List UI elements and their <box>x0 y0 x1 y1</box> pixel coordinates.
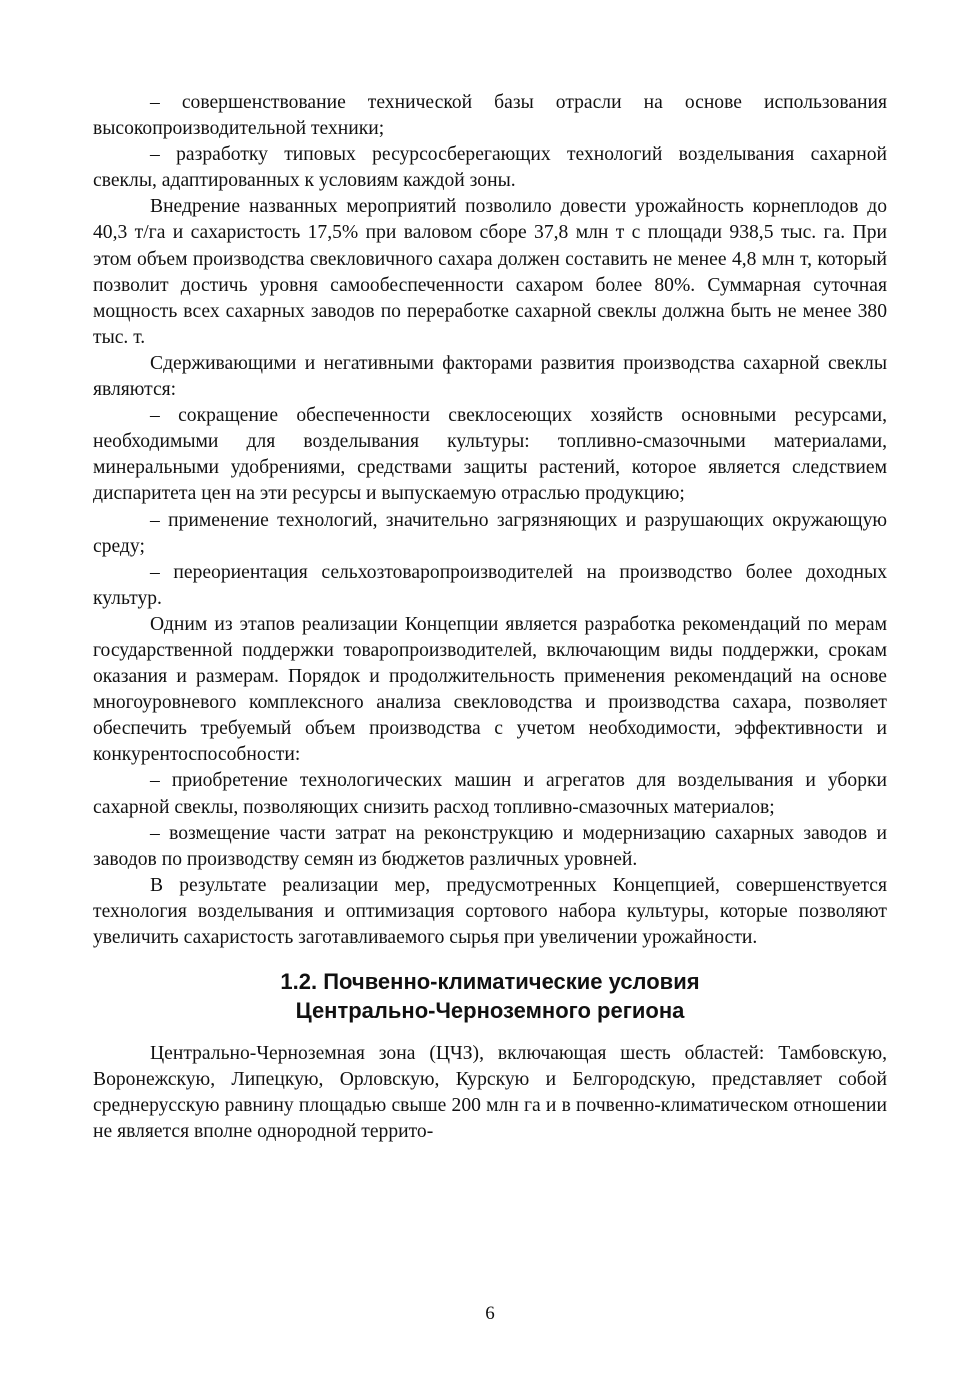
paragraph-3: Внедрение названных мероприятий позволило довести урожайность корнеплодов до 40,3 т/га и сахаристость 17,5% при валовом сборе 37,8 млн т с площади 938,5 тыс. га. При этом объем производства свекловичного сахара должен составить не менее 4,8 млн т, который позволит достичь уровня самообеспеченности сахаром более 80%. Суммарная суточная мощность всех сахарных заводов по переработке сахарной свеклы должна быть не менее 380 тыс. т. <box>93 196 887 348</box>
paragraph-4: Сдерживающими и негативными факторами развития производства сахарной свеклы являются: <box>93 352 887 401</box>
paragraph-9: – приобретение технологических машин и агрегатов для возделывания и уборки сахарной свеклы, позволяющих снизить расход топливно-смазочных материалов; <box>93 770 887 818</box>
paragraph-6: – применение технологий, значительно загрязняющих и разрушающих окружающую среду; <box>93 509 887 557</box>
page-body <box>93 90 887 1145</box>
section-heading <box>93 967 887 1025</box>
paragraph-7: – переориентация сельхозтоваропроизводителей на производство более доходных культур. <box>93 561 887 609</box>
page-number: 6 <box>485 1303 495 1324</box>
section-heading-line-1: 1.2. Почвенно-климатические условия <box>280 969 700 995</box>
paragraph-12: Центрально-Черноземная зона (ЦЧЗ), включающая шесть областей: Тамбовскую, Воронежскую, Липецкую, Орловскую, Курскую и Белгородскую, представляет собой среднерусскую равнину площадью свыше 200 млн га и в почвенно-климатическом отношении не является вполне однородной террито- <box>93 1043 887 1143</box>
paragraph-5: – сокращение обеспеченности свеклосеющих хозяйств основными ресурсами, необходимыми для возделывания культуры: топливно-смазочными материалами, минеральными удобрениями, средствами защиты растений, которое является следствием диспаритета цен на эти ресурсы и выпускаемую отраслью продукцию; <box>93 405 887 505</box>
section-heading-line-2: Центрально-Черноземного региона <box>295 998 685 1024</box>
paragraph-10: – возмещение части затрат на реконструкцию и модернизацию сахарных заводов и заводов по производству семян из бюджетов различных уровней. <box>93 822 887 870</box>
paragraph-8: Одним из этапов реализации Концепции является разработка рекомендаций по мерам государственной поддержки товаропроизводителей, включающим виды поддержки, срокам оказания и размерам. Порядок и продолжительность применения рекомендаций на основе многоуровневого комплексного анализа свекловодства и производства сахара, позволяет обеспечить требуемый объем производства с учетом необходимости, эффективности и конкурентоспособности: <box>93 613 887 766</box>
paragraph-11: В результате реализации мер, предусмотренных Концепцией, совершенствуется технология возделывания и оптимизация сортового набора культуры, которые позволяют увеличить сахаристость заготавливаемого сырья при увеличении урожайности. <box>93 874 887 948</box>
paragraph-1: – совершенствование технической базы отрасли на основе использования высокопроизводительной техники; <box>93 92 887 140</box>
paragraph-2: – разработку типовых ресурсосберегающих технологий возделывания сахарной свеклы, адаптированных к условиям каждой зоны. <box>93 144 887 192</box>
